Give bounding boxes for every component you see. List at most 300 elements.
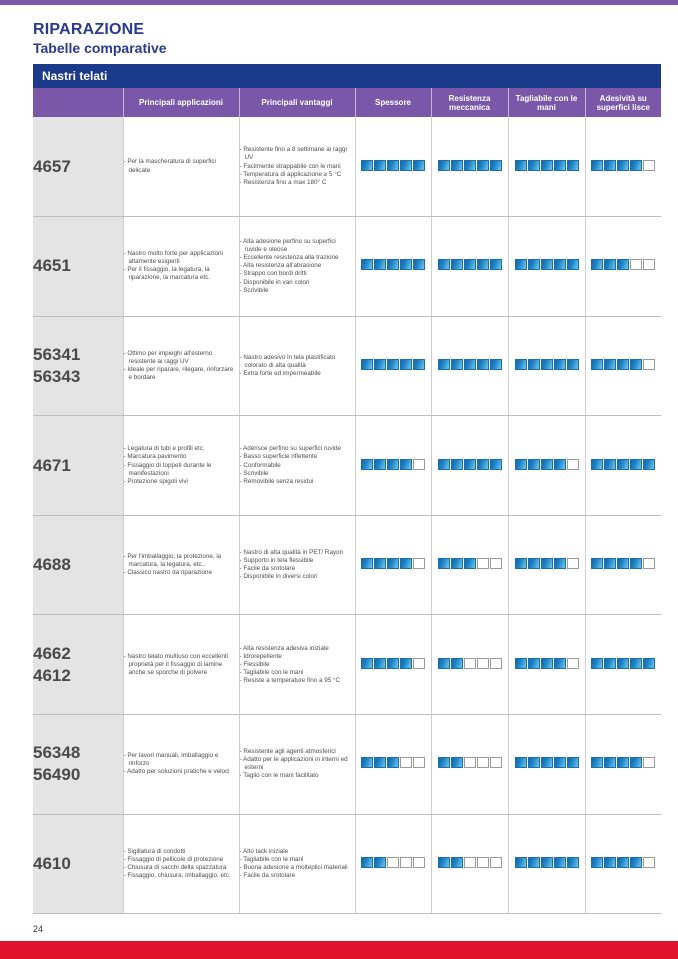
product-code	[33, 117, 123, 217]
rating-squares	[438, 857, 502, 868]
rating-square-filled	[464, 459, 476, 470]
rating-squares	[361, 658, 425, 669]
advantages-cell	[239, 416, 355, 516]
rating-square-filled	[374, 459, 386, 470]
bullet-item: - Taglio con le mani facilitato	[239, 772, 319, 780]
rating-square-filled	[630, 558, 642, 569]
bullet-item: - Per la mascheratura di superfici delicate	[123, 158, 216, 174]
rating-square-filled	[451, 857, 463, 868]
rating-square-filled	[541, 359, 553, 370]
mechanical-rating	[431, 217, 508, 317]
rating-square-filled	[541, 160, 553, 171]
rating-square-filled	[374, 558, 386, 569]
rating-square-empty	[567, 459, 579, 470]
rating-square-empty	[490, 558, 502, 569]
rating-square-filled	[567, 359, 579, 370]
bullet-item: - Flessibile	[239, 660, 270, 668]
thickness-rating	[355, 416, 431, 516]
bullet-item: - Nastro di alta qualità in PET/ Rayon	[239, 548, 344, 556]
rating-square-filled	[591, 857, 603, 868]
bullet-item: - Marcatura pavimento	[123, 453, 187, 461]
rating-square-filled	[387, 259, 399, 270]
rating-square-filled	[387, 558, 399, 569]
product-code	[33, 316, 123, 416]
applications-cell	[123, 117, 239, 217]
rating-square-empty	[643, 757, 655, 768]
product-code	[33, 515, 123, 615]
product-code-value: 56343	[33, 366, 81, 386]
rating-square-filled	[438, 757, 450, 768]
rating-square-empty	[413, 558, 425, 569]
rating-square-filled	[374, 757, 386, 768]
rating-square-filled	[630, 459, 642, 470]
rating-square-empty	[413, 857, 425, 868]
rating-squares	[591, 558, 655, 569]
rating-square-filled	[630, 160, 642, 171]
rating-square-filled	[464, 558, 476, 569]
rating-square-filled	[515, 558, 527, 569]
product-code-value: 4688	[33, 555, 71, 575]
rating-square-filled	[451, 459, 463, 470]
table-row	[33, 217, 661, 317]
mechanical-rating	[431, 117, 508, 217]
rating-square-filled	[541, 757, 553, 768]
rating-square-filled	[361, 558, 373, 569]
rating-square-filled	[528, 658, 540, 669]
rating-square-filled	[477, 160, 489, 171]
bullet-item: - Tagliabile con le mani	[239, 855, 304, 863]
rating-square-filled	[387, 359, 399, 370]
rating-square-filled	[361, 259, 373, 270]
rating-square-filled	[413, 160, 425, 171]
rating-squares	[361, 857, 425, 868]
col-header-advantages: Principali vantaggi	[239, 88, 355, 117]
rating-square-filled	[515, 459, 527, 470]
rating-square-filled	[400, 160, 412, 171]
adhesion-rating	[585, 117, 661, 217]
bullet-item: - Buona adesione a molteplici materiali	[239, 863, 348, 871]
table-row	[33, 117, 661, 217]
advantages-cell	[239, 217, 355, 317]
tearable-rating	[508, 715, 585, 815]
rating-square-empty	[490, 757, 502, 768]
rating-square-filled	[374, 160, 386, 171]
rating-square-filled	[438, 658, 450, 669]
bullet-item: - Ottimo per impieghi all'esterno resistente ai raggi UV	[123, 349, 213, 365]
section-header: Nastri telati	[33, 64, 661, 88]
rating-squares	[515, 857, 579, 868]
bullet-item: - Facile da srotolare	[239, 565, 296, 573]
product-code-value: 56490	[33, 765, 81, 785]
rating-square-empty	[567, 658, 579, 669]
bullet-item: - Chiusura di sacchi della spazzatura	[123, 863, 227, 871]
bullet-item: - Strappo con bordi dritti	[239, 270, 307, 278]
bullet-item: - Classico nastro da riparazione	[123, 569, 213, 577]
rating-square-filled	[438, 459, 450, 470]
bullet-item: - Per l'imballaggio, la protezione, la marcatura, la legatura, etc..	[123, 553, 222, 569]
rating-square-filled	[528, 558, 540, 569]
rating-square-filled	[617, 558, 629, 569]
rating-squares	[361, 558, 425, 569]
rating-square-filled	[528, 359, 540, 370]
bullet-item: - Alta resistenza all'abrasione	[239, 262, 322, 270]
rating-square-filled	[361, 359, 373, 370]
bullet-item: - Facilmente strappabile con le mani	[239, 162, 341, 170]
rating-square-filled	[604, 160, 616, 171]
product-code-value: 4657	[33, 156, 71, 176]
rating-square-filled	[515, 359, 527, 370]
tearable-rating	[508, 117, 585, 217]
rating-square-empty	[477, 857, 489, 868]
rating-square-empty	[413, 757, 425, 768]
rating-square-filled	[617, 160, 629, 171]
bullet-item: - Per lavori manuali, imballaggio e rinforzo	[123, 752, 219, 768]
mechanical-rating	[431, 416, 508, 516]
adhesion-rating	[585, 515, 661, 615]
table-row	[33, 715, 661, 815]
rating-square-filled	[387, 459, 399, 470]
adhesion-rating	[585, 316, 661, 416]
rating-squares	[591, 359, 655, 370]
rating-square-filled	[361, 757, 373, 768]
tearable-rating	[508, 217, 585, 317]
rating-square-filled	[643, 459, 655, 470]
rating-square-filled	[490, 359, 502, 370]
rating-square-filled	[528, 259, 540, 270]
rating-square-empty	[490, 658, 502, 669]
applications-cell	[123, 515, 239, 615]
product-code-value: 56341	[33, 344, 81, 364]
rating-squares	[591, 857, 655, 868]
bullet-item: - Nastro adesivo in tela plastificato colorato di alta qualità	[239, 353, 336, 369]
mechanical-rating	[431, 715, 508, 815]
rating-square-filled	[438, 857, 450, 868]
col-header-mechanical-resistance: Resistenza meccanica	[431, 88, 508, 117]
rating-square-filled	[387, 658, 399, 669]
rating-square-filled	[387, 757, 399, 768]
page-title: RIPARAZIONE	[33, 21, 145, 38]
rating-square-filled	[464, 359, 476, 370]
rating-square-filled	[541, 459, 553, 470]
rating-square-filled	[528, 857, 540, 868]
rating-square-empty	[567, 558, 579, 569]
rating-squares	[361, 160, 425, 171]
rating-square-filled	[515, 757, 527, 768]
bullet-item: - Fissaggio di pellicole di protezione	[123, 855, 224, 863]
rating-square-filled	[438, 558, 450, 569]
bullet-item: - Sigillatura di condotti	[123, 847, 186, 855]
rating-square-filled	[477, 459, 489, 470]
rating-square-filled	[554, 459, 566, 470]
table-row	[33, 814, 661, 914]
rating-squares	[515, 757, 579, 768]
rating-squares	[591, 459, 655, 470]
bullet-item: - Scrivibile	[239, 469, 269, 477]
thickness-rating	[355, 615, 431, 715]
rating-square-filled	[604, 857, 616, 868]
rating-square-empty	[464, 658, 476, 669]
bullet-item: - Adatto per le applicazioni in interni ed esterni	[239, 756, 348, 772]
mechanical-rating	[431, 615, 508, 715]
rating-square-filled	[400, 359, 412, 370]
thickness-rating	[355, 515, 431, 615]
bullet-item: - Tagliabile con le mani	[239, 668, 304, 676]
rating-square-empty	[477, 757, 489, 768]
rating-squares	[515, 558, 579, 569]
rating-square-filled	[617, 857, 629, 868]
rating-squares	[515, 459, 579, 470]
rating-square-empty	[630, 259, 642, 270]
rating-square-filled	[374, 259, 386, 270]
rating-square-filled	[617, 658, 629, 669]
rating-square-filled	[541, 658, 553, 669]
rating-square-filled	[541, 558, 553, 569]
rating-square-filled	[451, 160, 463, 171]
rating-squares	[591, 658, 655, 669]
rating-square-filled	[591, 757, 603, 768]
rating-square-filled	[515, 259, 527, 270]
rating-square-empty	[413, 459, 425, 470]
rating-square-filled	[567, 857, 579, 868]
bullet-item: - Resistente fino a 8 settimane ai raggi UV	[239, 146, 347, 162]
table-row	[33, 515, 661, 615]
product-code-value: 4612	[33, 665, 71, 685]
rating-square-filled	[438, 160, 450, 171]
rating-square-filled	[361, 160, 373, 171]
rating-square-filled	[554, 259, 566, 270]
rating-square-filled	[604, 558, 616, 569]
product-code-value: 56348	[33, 743, 81, 763]
rating-square-empty	[477, 558, 489, 569]
bullet-item: - Conformabile	[239, 461, 281, 469]
rating-squares	[515, 160, 579, 171]
rating-square-empty	[643, 160, 655, 171]
rating-square-filled	[438, 359, 450, 370]
advantages-cell	[239, 615, 355, 715]
rating-square-empty	[413, 658, 425, 669]
bullet-item: - Protezione spigoli vivi	[123, 477, 188, 485]
tearable-rating	[508, 814, 585, 914]
bullet-item: - Idrorepellente	[239, 652, 282, 660]
rating-squares	[438, 160, 502, 171]
rating-square-filled	[361, 459, 373, 470]
mechanical-rating	[431, 814, 508, 914]
rating-square-filled	[554, 857, 566, 868]
rating-square-filled	[451, 558, 463, 569]
rating-square-empty	[643, 359, 655, 370]
rating-square-filled	[591, 259, 603, 270]
rating-square-filled	[567, 757, 579, 768]
rating-square-filled	[591, 459, 603, 470]
rating-square-filled	[604, 259, 616, 270]
product-code-value: 4662	[33, 643, 71, 663]
bullet-item: - Scrivibile	[239, 286, 269, 294]
rating-square-filled	[541, 259, 553, 270]
product-code	[33, 715, 123, 815]
adhesion-rating	[585, 217, 661, 317]
thickness-rating	[355, 217, 431, 317]
rating-square-filled	[400, 459, 412, 470]
rating-square-empty	[643, 558, 655, 569]
rating-square-filled	[515, 857, 527, 868]
rating-square-filled	[617, 259, 629, 270]
bullet-item: - Nastro telato multiuso con eccellenti proprietà per il fissaggio di lamine anche se sporche di polvere	[123, 652, 229, 676]
rating-square-filled	[528, 459, 540, 470]
adhesion-rating	[585, 715, 661, 815]
bullet-item: - Alto tack iniziale	[239, 847, 289, 855]
rating-square-filled	[477, 359, 489, 370]
bullet-item: - Resiste a temperature fino a 95 °C	[239, 676, 341, 684]
rating-square-empty	[464, 857, 476, 868]
rating-square-filled	[400, 558, 412, 569]
rating-squares	[438, 259, 502, 270]
bullet-item: - Facile da srotolare	[239, 872, 296, 880]
rating-square-filled	[374, 658, 386, 669]
product-code	[33, 814, 123, 914]
applications-cell	[123, 316, 239, 416]
rating-squares	[361, 459, 425, 470]
table-row	[33, 316, 661, 416]
col-header-thickness: Spessore	[355, 88, 431, 117]
thickness-rating	[355, 814, 431, 914]
advantages-cell	[239, 117, 355, 217]
rating-square-filled	[604, 757, 616, 768]
rating-square-filled	[554, 160, 566, 171]
rating-square-filled	[387, 160, 399, 171]
adhesion-rating	[585, 615, 661, 715]
tearable-rating	[508, 515, 585, 615]
rating-square-filled	[374, 857, 386, 868]
applications-cell	[123, 615, 239, 715]
applications-cell	[123, 416, 239, 516]
rating-square-filled	[490, 259, 502, 270]
tearable-rating	[508, 615, 585, 715]
rating-square-filled	[464, 259, 476, 270]
bullet-item: - Disponibile in vari colori	[239, 278, 310, 286]
rating-square-empty	[400, 757, 412, 768]
rating-squares	[438, 558, 502, 569]
rating-square-filled	[413, 259, 425, 270]
rating-square-filled	[361, 857, 373, 868]
rating-square-filled	[413, 359, 425, 370]
rating-square-filled	[515, 658, 527, 669]
rating-square-filled	[541, 857, 553, 868]
rating-square-filled	[451, 259, 463, 270]
table-row	[33, 615, 661, 715]
rating-square-filled	[490, 160, 502, 171]
rating-square-filled	[490, 459, 502, 470]
rating-square-filled	[400, 259, 412, 270]
rating-square-empty	[490, 857, 502, 868]
rating-square-filled	[361, 658, 373, 669]
rating-square-filled	[567, 259, 579, 270]
rating-square-filled	[617, 757, 629, 768]
rating-square-filled	[451, 658, 463, 669]
rating-squares	[515, 259, 579, 270]
rating-squares	[361, 757, 425, 768]
rating-square-empty	[477, 658, 489, 669]
bullet-item: - Resistente agli agenti atmosferici	[239, 748, 336, 756]
rating-square-filled	[464, 160, 476, 171]
tearable-rating	[508, 416, 585, 516]
table-header-row	[33, 88, 661, 117]
rating-square-filled	[554, 658, 566, 669]
rating-square-filled	[374, 359, 386, 370]
rating-square-filled	[400, 658, 412, 669]
bullet-item: - Temperatura di applicazione ≥ 5 °C	[239, 170, 342, 178]
bullet-item: - Adatto per soluzioni pratiche e veloci	[123, 768, 230, 776]
bullet-item: - Disponibile in diversi colori	[239, 573, 318, 581]
rating-square-filled	[554, 359, 566, 370]
rating-square-filled	[515, 160, 527, 171]
rating-square-filled	[630, 658, 642, 669]
col-header-hand-tearable: Tagliabile con le mani	[508, 88, 585, 117]
rating-squares	[591, 757, 655, 768]
rating-square-filled	[451, 359, 463, 370]
bottom-accent-bar	[0, 941, 678, 959]
applications-cell	[123, 814, 239, 914]
bullet-item: - Fissaggio, chiusura, imballaggio, etc.	[123, 872, 231, 880]
rating-squares	[438, 359, 502, 370]
rating-square-filled	[451, 757, 463, 768]
bullet-item: - Resistenza fino a max 180° C	[239, 178, 327, 186]
bullet-item: - Basso superficie riflettente	[239, 453, 318, 461]
product-code-value: 4610	[33, 853, 71, 873]
rating-square-filled	[591, 359, 603, 370]
rating-square-filled	[604, 459, 616, 470]
col-header-code	[33, 88, 123, 117]
advantages-cell	[239, 316, 355, 416]
advantages-cell	[239, 715, 355, 815]
bullet-item: - Fissaggio di toppeti durante le manifestazioni	[123, 461, 212, 477]
rating-square-filled	[554, 757, 566, 768]
applications-cell	[123, 715, 239, 815]
col-header-applications: Principali applicazioni	[123, 88, 239, 117]
rating-squares	[438, 658, 502, 669]
bullet-item: - Aderisce perfino su superfici ruvide	[239, 445, 341, 453]
rating-square-filled	[630, 857, 642, 868]
rating-squares	[361, 259, 425, 270]
rating-square-empty	[387, 857, 399, 868]
product-code	[33, 416, 123, 516]
mechanical-rating	[431, 316, 508, 416]
col-header-adhesion: Adesività su superfici lisce	[585, 88, 661, 117]
product-code	[33, 217, 123, 317]
rating-squares	[591, 160, 655, 171]
top-accent-bar	[0, 0, 678, 5]
rating-square-empty	[643, 259, 655, 270]
adhesion-rating	[585, 416, 661, 516]
rating-square-filled	[630, 757, 642, 768]
rating-squares	[438, 459, 502, 470]
bullet-item: - Alta adesione perfino su superfici ruvide e oleose	[239, 238, 336, 254]
comparison-table	[33, 88, 661, 914]
advantages-cell	[239, 814, 355, 914]
applications-cell	[123, 217, 239, 317]
product-code-value: 4651	[33, 256, 71, 276]
rating-square-filled	[591, 558, 603, 569]
rating-square-filled	[617, 359, 629, 370]
bullet-item: - Alta resistenza adesiva iniziale	[239, 644, 329, 652]
bullet-item: - Supporto in tela flessibile	[239, 557, 314, 565]
rating-square-empty	[643, 857, 655, 868]
table-row	[33, 416, 661, 516]
rating-square-filled	[591, 160, 603, 171]
rating-squares	[361, 359, 425, 370]
bullet-item: - Removibile senza residui	[239, 477, 314, 485]
rating-square-filled	[528, 160, 540, 171]
bullet-item: - Ideale per riparare, rilegare, rinforzare e bordare	[123, 365, 234, 382]
